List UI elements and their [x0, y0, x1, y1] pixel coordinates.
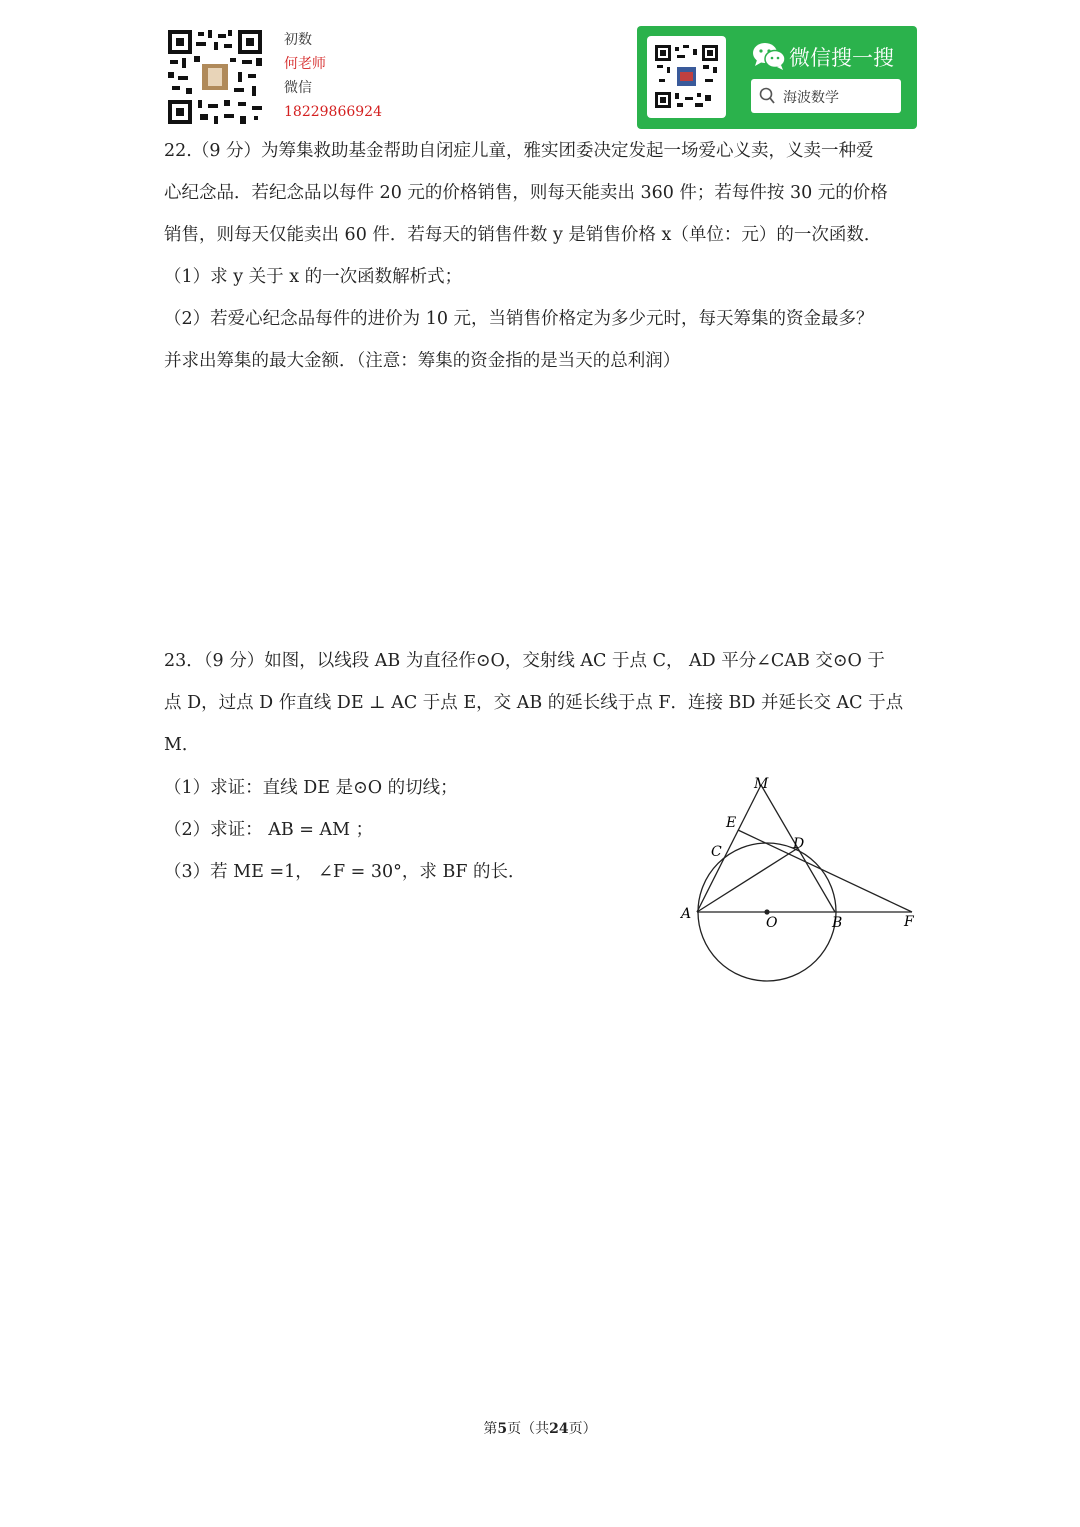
center-point [764, 909, 769, 914]
teacher-contact [284, 28, 382, 124]
q22-line-6: 并求出筹集的最大金额．（注意：筹集的资金指的是当天的总利润） [164, 351, 681, 371]
q22-part-1: （1）求 y 关于 x 的一次函数解析式； [164, 267, 463, 287]
label-d: D [793, 836, 805, 852]
label-a: A [681, 906, 692, 922]
qr-code-right [647, 36, 726, 118]
footer-mid: 页（共 [507, 1421, 550, 1437]
search-icon [759, 87, 775, 105]
wechat-search-banner [637, 26, 917, 129]
q22-line-1: 22.（9 分）为筹集救助基金帮助自闭症儿童，雅实团委决定发起一场爱心义卖，义卖一种爱 [164, 141, 874, 161]
page-total: 24 [549, 1421, 569, 1437]
q23-part-3: （3）若 ME =1， ∠F = 30°，求 BF 的长． [164, 862, 526, 882]
question-23-parts [164, 767, 624, 893]
wechat-logo-icon [752, 41, 786, 75]
label-e: E [726, 815, 737, 831]
q22-line-3: 销售，则每天仅能卖出 60 件．若每天的销售件数 y 是销售价格 x（单位：元）的一次函数． [164, 225, 882, 245]
label-o: O [766, 915, 778, 931]
q23-part-2: （2）求证： AB = AM ； [164, 820, 374, 840]
question-22 [164, 130, 924, 382]
segment-am [697, 785, 761, 912]
page-footer [0, 1418, 1080, 1438]
contact-line-3: 微信 [284, 80, 312, 96]
question-23 [164, 640, 924, 766]
q22-line-2: 心纪念品．若纪念品以每件 20 元的价格销售，则每天能卖出 360 件；若每件按 30 元的价格 [164, 183, 888, 203]
contact-line-2: 何老师 [284, 56, 326, 72]
q23-line-2: 点 D，过点 D 作直线 DE ⊥ AC 于点 E，交 AB 的延长线于点 F．连接 BD 并延长交 AC 于点 [164, 693, 904, 713]
segment-ef [738, 830, 912, 912]
footer-post: 页） [568, 1421, 597, 1437]
label-f: F [904, 914, 914, 930]
footer-pre: 第 [483, 1421, 498, 1437]
wechat-search-title: 微信搜一搜 [789, 46, 894, 70]
label-c: C [711, 844, 722, 860]
search-text: 海波数学 [783, 90, 839, 106]
geometry-figure [672, 770, 922, 989]
q23-line-1: 23．（9 分）如图，以线段 AB 为直径作⊙O，交射线 AC 于点 C， AD 平分∠CAB 交⊙O 于 [164, 651, 885, 671]
q23-line-3: M． [164, 735, 200, 755]
contact-line-1: 初数 [284, 32, 312, 48]
page-number: 5 [497, 1421, 508, 1437]
label-m: M [754, 776, 769, 792]
contact-line-4: 18229866924 [284, 104, 382, 120]
search-box[interactable] [751, 79, 901, 113]
q22-part-2: （2）若爱心纪念品每件的进价为 10 元，当销售价格定为多少元时，每天筹集的资金最多？ [164, 309, 874, 329]
qr-code-left [168, 30, 262, 124]
q23-part-1: （1）求证：直线 DE 是⊙O 的切线； [164, 778, 458, 798]
label-b: B [832, 915, 843, 931]
